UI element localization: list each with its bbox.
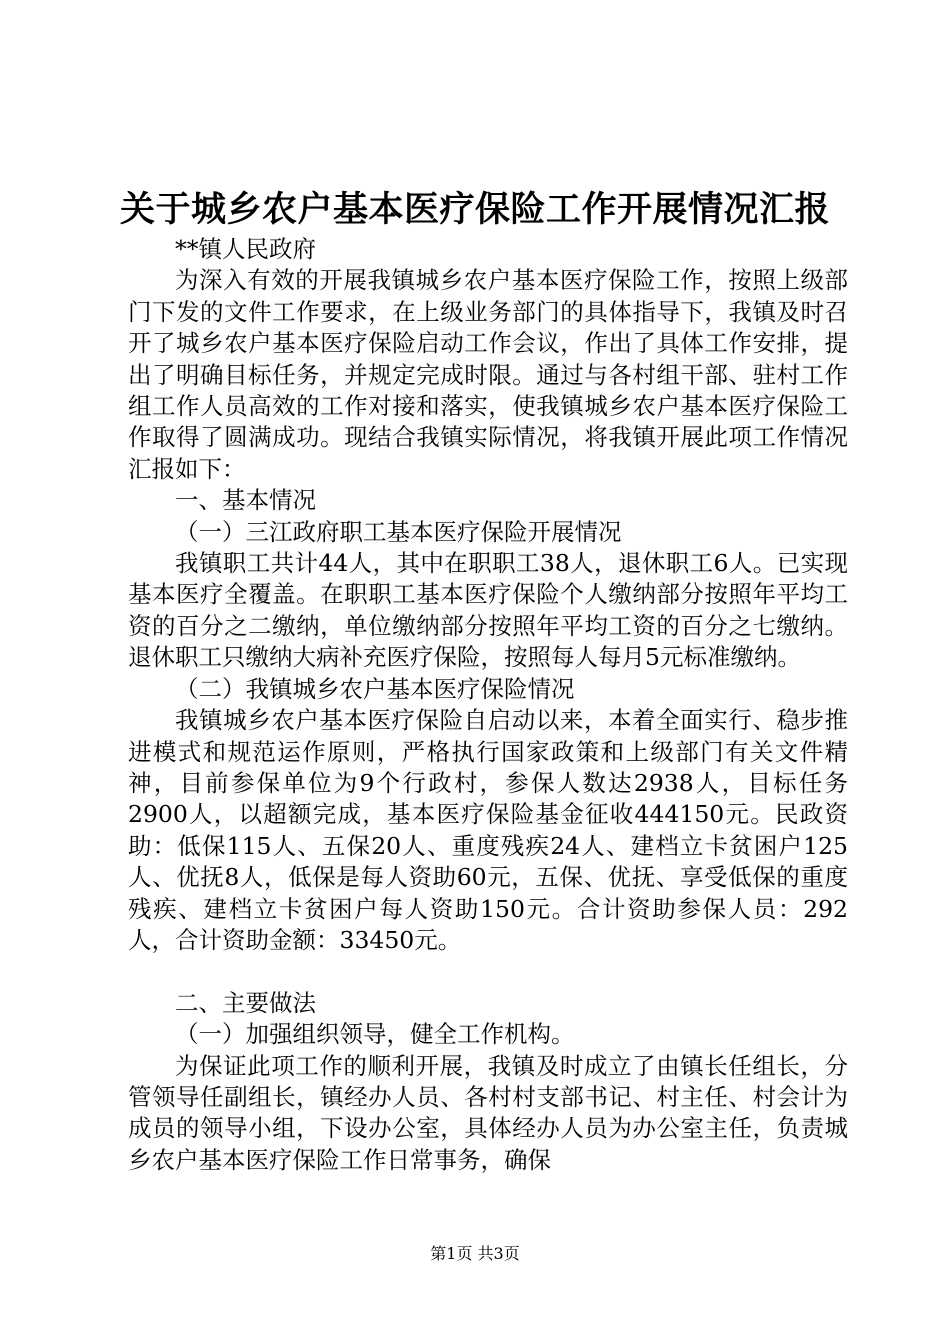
- section-heading-main-practices: 二、主要做法: [175, 988, 316, 1017]
- employee-insurance-paragraph: 我镇职工共计44人，其中在职职工38人，退休职工6人。已实现基本医疗全覆盖。在职职工基本医疗保险个人缴纳部分按照年平均工资的百分之二缴纳，单位缴纳部分按照年平均工资的百分之七缴纳。退休职工只缴纳大病补充医疗保险，按照每人每月5元标准缴纳。: [128, 549, 848, 672]
- subsection-heading-employee-insurance: （一）三江政府职工基本医疗保险开展情况: [175, 517, 622, 546]
- organization-paragraph: 为保证此项工作的顺利开展，我镇及时成立了由镇长任组长，分管领导任副组长，镇经办人员、各村村支部书记、村主任、村会计为成员的领导小组，下设办公室，具体经办人员为办公室主任，负责城乡农户基本医疗保险工作日常事务，确保: [128, 1051, 848, 1174]
- subsection-heading-rural-insurance: （二）我镇城乡农户基本医疗保险情况: [175, 674, 575, 703]
- section-heading-basic-situation: 一、基本情况: [175, 486, 316, 515]
- document-title: 关于城乡农户基本医疗保险工作开展情况汇报: [119, 189, 830, 230]
- rural-insurance-paragraph: 我镇城乡农户基本医疗保险自启动以来，本着全面实行、稳步推进模式和规范运作原则，严格执行国家政策和上级部门有关文件精神，目前参保单位为9个行政村，参保人数达2938人，目标任务2900人，以超额完成，基本医疗保险基金征收444150元。民政资助：低保115人、五保20人、重度残疾24人、建档立卡贫困户125人、优抚8人，低保是每人资助60元，五保、优抚、享受低保的重度残疾、建档立卡贫困户每人资助150元。合计资助参保人员：292人，合计资助金额：33450元。: [128, 706, 848, 954]
- author-line: **镇人民政府: [175, 235, 316, 263]
- subsection-heading-organization: （一）加强组织领导，健全工作机构。: [175, 1020, 575, 1049]
- document-body: [128, 234, 848, 1176]
- page-footer: 第1页 共3页: [430, 1244, 520, 1263]
- intro-paragraph: 为深入有效的开展我镇城乡农户基本医疗保险工作，按照上级部门下发的文件工作要求，在上级业务部门的具体指导下，我镇及时召开了城乡农户基本医疗保险启动工作会议，作出了具体工作安排，提出了明确目标任务，并规定完成时限。通过与各村组干部、驻村工作组工作人员高效的工作对接和落实，使我镇城乡农户基本医疗保险工作取得了圆满成功。现结合我镇实际情况，将我镇开展此项工作情况汇报如下：: [128, 266, 848, 483]
